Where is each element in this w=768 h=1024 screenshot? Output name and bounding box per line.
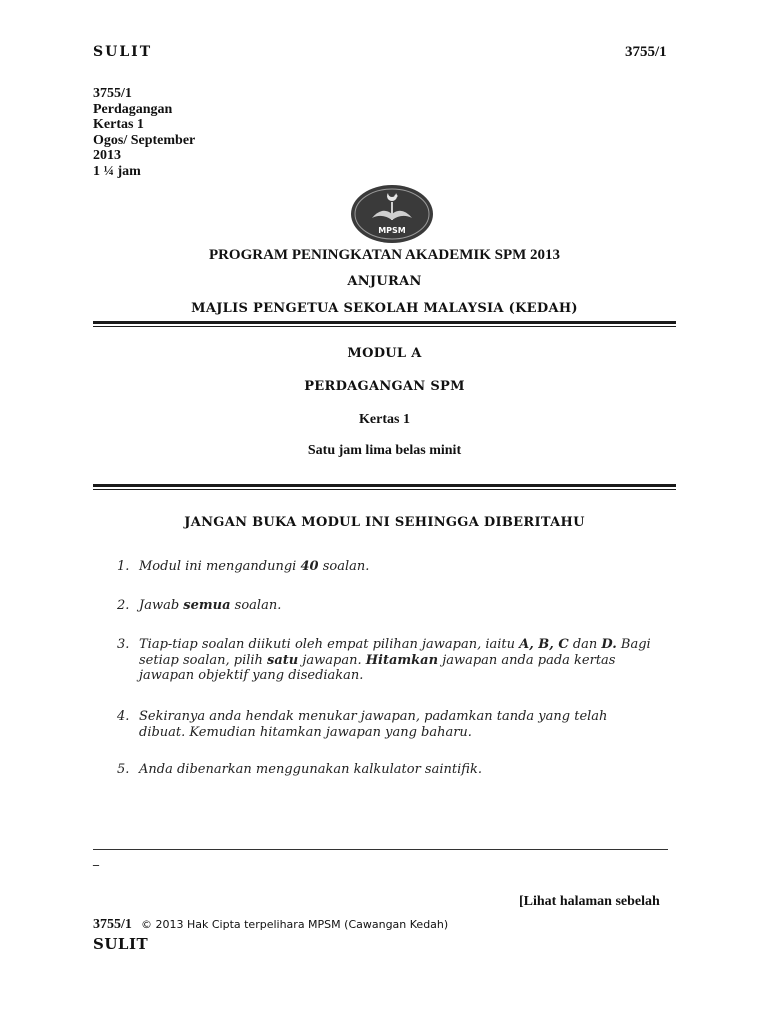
instruction-text: Anda dibenarkan menggunakan kalkulator saintifik.: [139, 762, 482, 777]
logo-text: MPSM: [378, 226, 406, 235]
rule-mid-thin: [93, 489, 676, 490]
paper-title: Kertas 1: [359, 412, 410, 427]
rule-top-thin: [93, 326, 676, 327]
meta-paper: Kertas 1: [93, 117, 144, 132]
header-sulit: SULIT: [93, 44, 153, 60]
rule-mid-thick: [93, 484, 676, 487]
footer-sulit: SULIT: [93, 935, 149, 953]
warning-title: JANGAN BUKA MODUL INI SEHINGGA DIBERITAHU: [184, 515, 585, 530]
footer-rule: [93, 849, 668, 850]
instruction-number: 2.: [117, 598, 130, 613]
mpsm-logo: [350, 184, 434, 244]
duration-title: Satu jam lima belas minit: [307, 443, 462, 458]
rule-top-thick: [93, 321, 676, 324]
instruction-number: 4.: [117, 709, 130, 724]
meta-code: 3755/1: [93, 86, 132, 101]
instruction-text: Sekiranya anda hendak menukar jawapan, padamkan tanda yang telah dibuat. Kemudian hitamkan jawapan yang baharu.: [139, 709, 608, 740]
footer-copyright-line: [93, 913, 448, 933]
instruction-text: Modul ini mengandungi 40 soalan.: [139, 559, 370, 574]
paper-meta: [93, 86, 195, 179]
meta-subject: Perdagangan: [93, 101, 173, 117]
instruction-number: 1.: [117, 559, 130, 574]
copyright-text: © 2013 Hak Cipta terpelihara MPSM (Cawangan Kedah): [140, 918, 449, 931]
meta-month: Ogos/ September: [93, 132, 196, 148]
footer-rule-tail: _: [93, 852, 99, 866]
instruction-number: 3.: [117, 637, 130, 652]
header-code: 3755/1: [625, 44, 667, 60]
instruction-text: Tiap-tiap soalan diikuti oleh empat pilihan jawapan, iaitu A, B, C dan D. Bagi setiap soalan, pilih satu jawapan. Hitamkan jawapan anda pada kertas jawapan objektif yang disediakan.: [139, 637, 651, 683]
next-page-note: [Lihat halaman sebelah: [519, 894, 660, 909]
instruction-number: 5.: [117, 762, 130, 777]
program-title: PROGRAM PENINGKATAN AKADEMIK SPM 2013: [208, 247, 561, 263]
majlis-title: MAJLIS PENGETUA SEKOLAH MALAYSIA (KEDAH): [191, 301, 578, 316]
anjuran-title: ANJURAN: [347, 274, 422, 289]
instruction-text: Jawab semua soalan.: [139, 598, 282, 613]
footer-code: 3755/1: [93, 917, 132, 932]
meta-year: 2013: [93, 148, 121, 163]
subject-title: PERDAGANGAN SPM: [304, 379, 465, 394]
modul-title: MODUL A: [347, 346, 422, 361]
meta-duration: 1 ¼ jam: [93, 163, 141, 179]
